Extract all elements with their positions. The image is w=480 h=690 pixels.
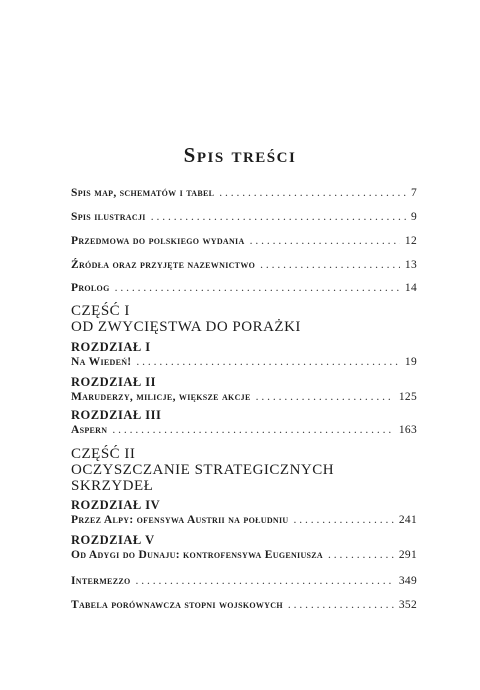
dot-leader [260,258,400,272]
toc-entry[interactable] [71,234,417,248]
dot-leader [288,598,394,612]
toc-entry[interactable] [71,186,417,200]
toc-entry[interactable] [71,258,417,272]
dot-leader [328,548,394,562]
dot-leader [219,186,406,200]
dot-leader [151,210,406,224]
dot-leader [250,234,400,248]
toc-entry[interactable] [71,281,417,295]
toc-entry[interactable] [71,548,417,562]
entry-page: 19 [404,356,417,368]
toc-entry[interactable] [71,574,417,588]
entry-label: Tabela porównawcza stopni wojskowych [71,599,283,611]
dot-leader [115,281,400,295]
toc-entry[interactable] [71,210,417,224]
entry-page: 13 [404,259,417,271]
entry-label: Przedmowa do polskiego wydania [71,235,245,247]
chapter-heading: ROZDZIAŁ I [71,340,151,354]
chapter-heading: ROZDZIAŁ III [71,408,162,422]
chapter-heading: ROZDZIAŁ IV [71,498,161,512]
entry-label: Spis ilustracji [71,211,146,223]
entry-page: 349 [398,575,417,587]
entry-page: 163 [398,424,417,436]
entry-label: Spis map, schematów i tabel [71,187,215,199]
dot-leader [135,574,393,588]
entry-label: Maruderzy, milicje, większe akcje [71,391,251,403]
toc-entry[interactable] [71,598,417,612]
entry-label: Intermezzo [71,575,131,587]
page-title: Spis treści [183,143,297,167]
entry-page: 7 [410,187,417,199]
part-heading: CZĘŚĆ II [71,446,136,462]
chapter-heading: ROZDZIAŁ II [71,375,157,389]
entry-label: Na Wiedeń! [71,356,132,368]
entry-label: Aspern [71,424,108,436]
dot-leader [136,355,399,369]
dot-leader [293,513,393,527]
entry-page: 241 [398,514,417,526]
toc-entry[interactable] [71,423,417,437]
toc-entry[interactable] [71,513,417,527]
entry-page: 12 [404,235,417,247]
table-of-contents [71,186,417,612]
entry-page: 125 [398,391,417,403]
entry-page: 9 [410,211,417,223]
part-subtitle: OCZYSZCZANIE STRATEGICZNYCH [71,462,335,478]
entry-label: Prolog [71,282,110,294]
part-subtitle: OD ZWYCIĘSTWA DO PORAŻKI [71,319,301,335]
part-heading: CZĘŚĆ I [71,303,130,319]
part-subtitle: SKRZYDEŁ [71,478,154,494]
dot-leader [256,390,394,404]
entry-label: Źródła oraz przyjęte nazewnictwo [71,259,256,271]
toc-entry[interactable] [71,355,417,369]
entry-page: 352 [398,599,417,611]
chapter-heading: ROZDZIAŁ V [71,533,155,547]
toc-entry[interactable] [71,390,417,404]
dot-leader [112,423,394,437]
entry-label: Od Adygi do Dunaju: kontrofensywa Eugeniusza [71,549,324,561]
entry-page: 14 [404,282,417,294]
entry-page: 291 [398,549,417,561]
entry-label: Przez Alpy: ofensywa Austrii na południu [71,514,289,526]
